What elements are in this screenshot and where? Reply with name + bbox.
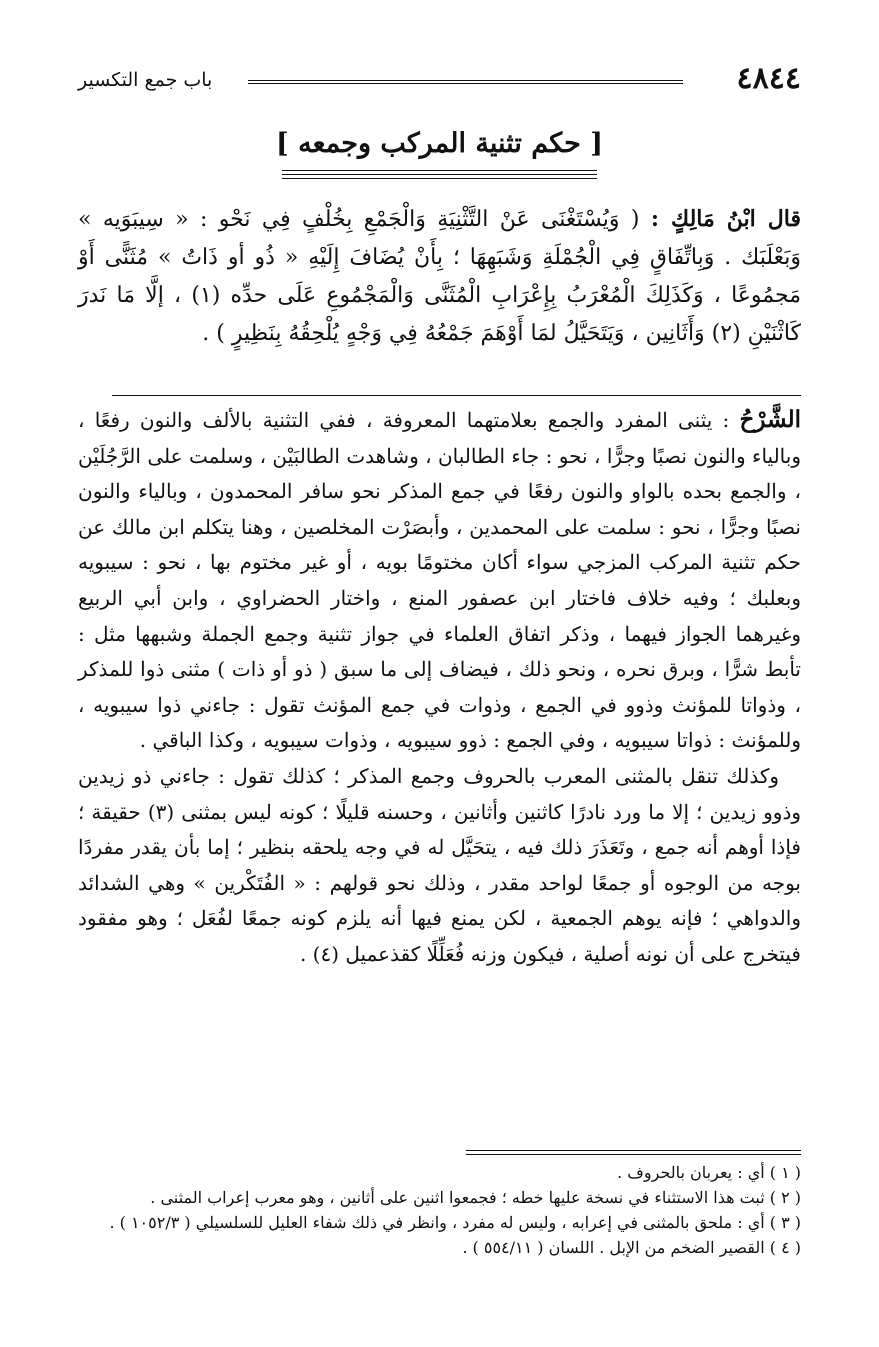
page-header [78, 62, 801, 102]
matn-text: ( وَيُسْتَغْنَى عَنْ التَّثْنِيَةِ وَالْجَمْعِ بِخُلْفٍ فِي نَحْو : « سِيبَوَيه » وَبَعْلَبَك . وَبِاتِّفَاقٍ فِي الْجُمْلَةِ وَشَبَهِهَا ؛ بِأَنْ يُضَافَ إِلَيْهِ « ذُو أو ذَاتُ » مُثَنًّى أَوْ مَجمُوعًا ، وَكَذَلِكَ الْمُعْرَبُ بِإِعْرَابِ الْمُثَنَّى وَالْمَجْمُوعِ عَلَى حدِّه (١) ، إلَّا مَا نَدرَ كَاثْنَيْنِ (٢) وَأَثَانِين ، وَيَتَحَيَّلُ لمَا أَوْهَمَ جَمْعُهُ فِي وَجْهٍ يُلْحِقُهُ بِنَظِيرٍ ) . [78, 207, 801, 346]
commentary-paragraph [78, 402, 801, 759]
footnote-2: ( ٢ ) ثبت هذا الاستثناء في نسخة عليها خطه ؛ فجمعوا اثنين على أثانين ، وهو معرب إعراب المثنى . [150, 1188, 801, 1207]
commentary-text: : يثنى المفرد والجمع بعلامتهما المعروفة ، ففي التثنية بالألف والنون رفعًا ، وبالياء والنون نصبًا وجرًّا ، نحو : جاء الطالبان ، وشاهدت الطالبَيْن ، وسلمت على الرَّجُلَيْن ، والجمع بحده بالواو والنون رفعًا في جمع المذكر نحو سافر المحمدون ، وبالياء والنون نصبًا وجرًّا ، نحو : سلمت على المحمدين ، وأبصَرْت المخلصين ، وهنا يتكلم ابن مالك عن حكم تثنية المركب المزجي سواء أكان مختومًا بويه ، أو غير مختوم بها ، نحو : سيبويه وبعلبك ؛ وفيه خلاف فاختار ابن عصفور المنع ، واختار الحضراوي ، وابن أبي الربيع وغيرهما الجواز فيهما ، وذكر اتفاق العلماء في جواز تثنية وجمع الجملة وشبهها مثل : تأبط شرًّا ، وبرق نحره ، ونحو ذلك ، فيضاف إلى ما سبق ( ذو أو ذات ) مثنى ذوا للمذكر ، وذواتا للمؤنث وذوو في الجمع ، وذوات في جمع المؤنث تقول : جاءني ذوا سيبويه ، وللمؤنث : ذواتا سيبويه ، وفي الجمع : ذوو سيبويه ، وذوات سيبويه ، وكذا الباقي . [78, 408, 801, 753]
matn-paragraph [78, 200, 801, 353]
commentary-label: الشَّرْحُ [739, 406, 801, 433]
section-title: [ حكم تثنية المركب وجمعه ] [276, 128, 603, 159]
commentary-paragraph: وكذلك تنقل بالمثنى المعرب بالحروف وجمع المذكر ؛ كذلك تقول : جاءني ذو زيدين وذوو زيدين ؛ إلا ما ورد نادرًا كاثنين وأثانين ، وحسنه قليلًا ؛ كونه ليس بمثنى (٣) حقيقة ؛ فإذا أوهم أنه جمع ، وتَعَذَرَ ذلك فيه ، يتحَيَّل له في وجه يلحقه بنظير ؛ إما بأن يقدر مفردًا بوجه من الوجوه أو جمعًا لواحد مقدر ، وذلك نحو قولهم : « الفُتَكْرين » وهي الشدائد والدواهي ؛ فإنه يوهم الجمعية ، لكن يمنع فيها أنه يلزم كونه جمعًا لفُعَل ؛ وهو مفقود فيتخرج على أن نونه أصلية ، فيكون وزنه فُعَلِّلًا كقذعميل (٤) . [78, 763, 802, 966]
matn-speaker: قال ابْنُ مَالِكٍ : [650, 206, 801, 232]
commentary [78, 402, 801, 973]
header-double-rule [248, 80, 683, 84]
footnote-separator-rule [466, 1150, 801, 1158]
page-number: ٤٨٤٤ [736, 61, 801, 96]
matn-separator-rule [112, 395, 801, 396]
running-title: باب جمع التكسير [78, 69, 213, 91]
title-underline-rules [282, 170, 597, 182]
footnotes [78, 1160, 801, 1260]
footnote-1: ( ١ ) أي : يعربان بالحروف . [617, 1163, 801, 1182]
footnote-4: ( ٤ ) القصير الضخم من الإبل . اللسان ( ٥٥٤/١١ ) . [462, 1238, 801, 1257]
footnote-3: ( ٣ ) أي : ملحق بالمثنى في إعرابه ، وليس له مفرد ، وانظر في ذلك شفاء العليل للسلسيلي ( ١٠٥٢/٣ ) . [109, 1213, 801, 1232]
